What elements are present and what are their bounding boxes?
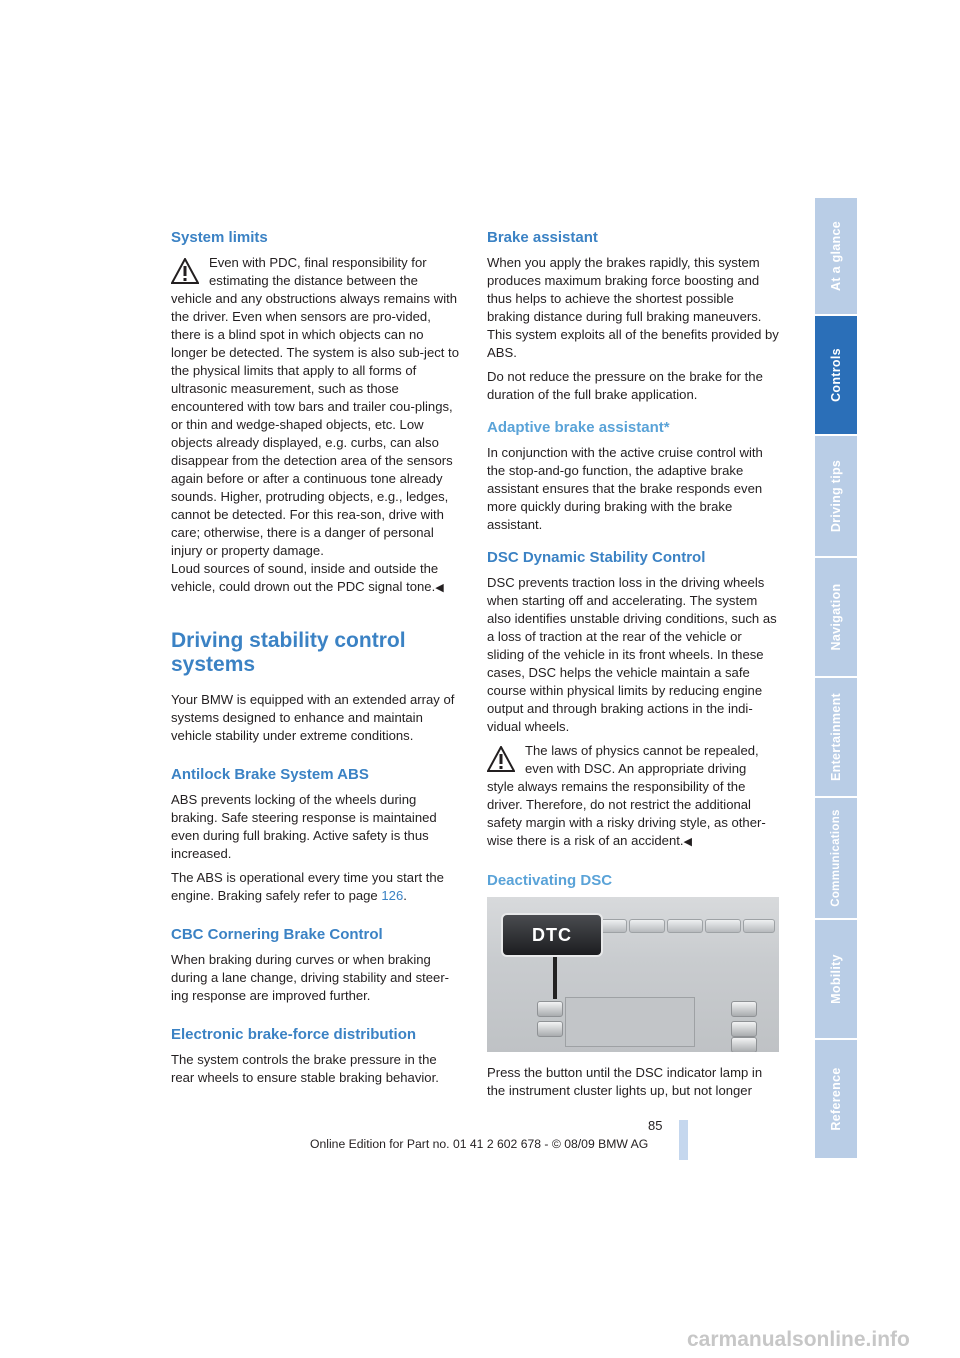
pdc-warning — [171, 254, 463, 597]
dsc-warning-lead: The laws of physics cannot be repealed, even with DSC. An appropriate driving — [525, 743, 759, 776]
tab-mobility[interactable]: Mobility — [815, 920, 857, 1040]
dsc-paragraph: DSC prevents traction loss in the driving wheels when starting off and accelerating. The system also identifies unstable driving conditions, such as a loss of traction at the rear of the vehicle or sliding of the vehicle in its front wheels. In these cases, DSC helps the vehicle maintain a safe course within physical limits by reducing engine output and through braking actions in the indi-vidual wheels. — [487, 575, 777, 734]
adaptive-paragraph: In conjunction with the active cruise control with the stop-and-go function, the adaptive brake assistant ensures that the brake responds even more quickly during braking with the brake assistant. — [487, 445, 763, 532]
dsc-heading: DSC Dynamic Stability Control — [487, 549, 706, 566]
tab-reference[interactable]: Reference — [815, 1040, 857, 1160]
abs-paragraph-2: The ABS is operational every time you start the engine. Braking safely refer to page 126. — [171, 870, 444, 903]
footer-marker — [679, 1120, 688, 1160]
abs-paragraph-1: ABS prevents locking of the wheels during braking. Safe steering response is maintained even during full braking. Active safety is thus increased. — [171, 792, 437, 861]
brake-assistant-heading: Brake assistant — [487, 229, 598, 246]
abs-heading: Antilock Brake System ABS — [171, 766, 369, 783]
system-limits-heading: System limits — [171, 229, 268, 246]
edition-note: Online Edition for Part no. 01 41 2 602 678 - © 08/09 BMW AG — [310, 1137, 649, 1151]
page-link[interactable]: 126 — [381, 888, 404, 903]
warning-icon — [171, 258, 199, 284]
deactivating-heading: Deactivating DSC — [487, 872, 613, 889]
stability-intro: Your BMW is equipped with an extended array of systems designed to enhance and maintain vehicle stability under extreme conditions. — [171, 692, 455, 743]
adaptive-heading: Adaptive brake assistant* — [487, 419, 670, 436]
tab-communications[interactable]: Communications — [815, 798, 857, 920]
dtc-button-callout: DTC — [501, 913, 603, 957]
display-panel — [565, 997, 695, 1047]
dsc-warning-body: style always remains the responsibility of the driver. Therefore, do not restrict the additional safety margin with a risky driving style, as other-wise there is a risk of an accident.◀ — [487, 779, 766, 848]
warning-body-text: vehicle and any obstructions always remains with the driver. Even when sensors are pro-vided, there is a blind spot in which objects can no longer be detected. The system is also sub-ject to the physical limits that apply to all forms of ultrasonic measurement, such as those encountered with tow bars and trailer cou-plings, or thin and wedge-shaped objects, etc. Low objects already displayed, e.g. curbs, can also disappear from the detection area of the sensors again before or after a continuous tone already sounds. Higher, protruding objects, e.g., ledges, cannot be detected. For this rea-son, drive with care; otherwise, there is a danger of personal injury or property damage. — [171, 291, 459, 558]
warning-icon — [487, 746, 515, 772]
tab-driving-tips[interactable]: Driving tips — [815, 436, 857, 558]
brake-assistant-paragraph-1: When you apply the brakes rapidly, this system produces maximum braking force boosting and thus helps to achieve the shortest possible braking distance during full braking maneuvers. This system exploits all of the benefits provided by ABS. — [487, 255, 779, 360]
ebd-heading: Electronic brake-force distribution — [171, 1026, 417, 1043]
cbc-heading: CBC Cornering Brake Control — [171, 926, 383, 943]
stability-heading: Driving stability control systems — [171, 629, 406, 676]
tab-controls[interactable]: Controls — [815, 316, 857, 436]
chapter-tabs — [815, 198, 857, 1160]
dsc-warning — [487, 742, 779, 851]
brake-assistant-paragraph-2: Do not reduce the pressure on the brake for the duration of the full brake application. — [487, 369, 763, 402]
tab-at-a-glance[interactable]: At a glance — [815, 198, 857, 316]
cbc-paragraph: When braking during curves or when braking during a lane change, driving stability and steer-ing response are improved further. — [171, 952, 450, 1003]
end-mark-icon: ◀ — [435, 582, 444, 594]
warning-end-text: Loud sources of sound, inside and outside the vehicle, could drown out the PDC signal tone.◀ — [171, 561, 444, 594]
deactivating-paragraph: Press the button until the DSC indicator lamp in the instrument cluster lights up, but not longer — [487, 1065, 763, 1098]
ebd-paragraph: The system controls the brake pressure in the rear wheels to ensure stable braking behavior. — [171, 1052, 439, 1085]
watermark: carmanualsonline.info — [687, 1328, 910, 1351]
tab-entertainment[interactable]: Entertainment — [815, 678, 857, 798]
warning-lead-text: Even with PDC, final responsibility for estimating the distance between the — [209, 255, 427, 288]
left-column — [171, 228, 463, 1093]
tab-navigation[interactable]: Navigation — [815, 558, 857, 678]
end-mark-icon: ◀ — [683, 836, 692, 848]
page-number: 85 — [648, 1118, 663, 1133]
dtc-button-figure — [487, 897, 779, 1052]
right-column — [487, 228, 779, 1106]
